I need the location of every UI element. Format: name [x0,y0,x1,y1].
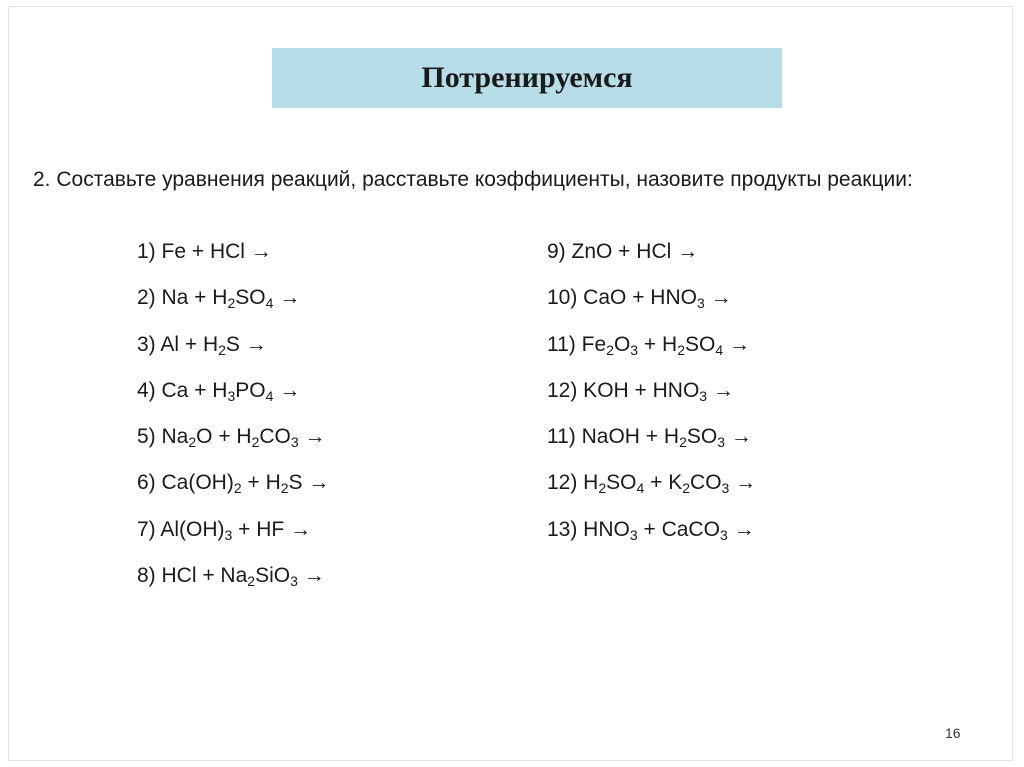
subscript: 3 [630,341,639,358]
formula-text: + HF → [232,517,312,541]
formula-text: 5) Na [137,425,189,449]
formula-text: S → [288,471,330,495]
subscript: 2 [233,480,242,497]
subscript: 2 [677,341,685,358]
subscript: 2 [280,480,289,497]
formula-text: → [273,286,301,310]
equation-left-3 [137,330,329,376]
formula-text: → [297,564,325,588]
subscript: 2 [251,434,260,451]
subscript: 2 [247,573,256,590]
equations-right-column [547,237,756,561]
subscript: 2 [188,434,197,451]
formula-text: CO [259,425,291,449]
formula-text: 11) NaOH + H [547,425,680,449]
subscript: 3 [227,387,236,404]
formula-text: + CaCO [637,517,720,541]
formula-text: PO [235,378,266,402]
formula-text: → [298,425,326,449]
title-banner [272,48,782,108]
subscript: 4 [265,387,274,404]
formula-text: → [707,378,734,402]
formula-text: → [727,517,755,541]
formula-text: + K [644,471,683,495]
equation-right-5 [547,422,756,468]
formula-text: 1) Fe + HCl → [137,240,272,263]
subscript: 4 [715,341,724,358]
subscript: 2 [227,295,236,312]
equation-right-4 [547,376,756,422]
equation-right-3 [547,330,756,376]
subscript: 2 [598,480,607,497]
equation-left-4 [137,376,329,422]
formula-text: S → [225,332,267,356]
subscript: 2 [218,341,226,358]
subscript: 4 [636,480,645,497]
formula-text: SO [606,471,637,495]
formula-text: + H [241,471,281,495]
formula-text: + H [638,332,678,356]
formula-text: 7) Al(OH) [137,517,225,541]
formula-text: SO [686,425,718,449]
subscript: 2 [606,341,614,358]
task-text: 2. Составьте уравнения реакций, расставьте коэффициенты, назовите продукты реакции: [33,168,913,191]
equation-left-2 [137,283,329,329]
formula-text: 12) H [547,471,599,495]
formula-text: 9) ZnO + HCl → [547,240,699,263]
formula-text: O + H [196,425,252,449]
formula-text: SiO [255,564,291,588]
formula-text: 3) Al + H [137,332,219,356]
page-number: 16 [945,725,961,741]
formula-text: → [273,378,301,402]
formula-text: 11) Fe [547,332,607,356]
equation-left-1 [137,237,329,283]
subscript: 4 [265,295,274,312]
subscript: 3 [696,295,705,312]
slide [8,6,1013,761]
formula-text: → [725,425,752,449]
formula-text: 8) HCl + Na [137,564,248,588]
formula-text: SO [235,286,266,310]
subscript: 3 [717,434,726,451]
equation-left-5 [137,422,329,468]
subscript: 3 [629,526,638,543]
subscript: 3 [721,480,730,497]
equation-left-6 [137,468,329,514]
formula-text: 12) KOH + HNO [547,378,700,402]
formula-text: 2) Na + H [137,286,228,310]
formula-text: → [704,286,732,310]
formula-text: 4) Ca + H [137,378,228,402]
subscript: 3 [290,434,299,451]
subscript: 3 [719,526,728,543]
formula-text: CO [690,471,722,495]
formula-text: 10) CaO + HNO [547,286,697,310]
equations-left-column [137,237,329,607]
subscript: 3 [699,387,708,404]
formula-text: → [729,471,757,495]
formula-text: SO [684,332,716,356]
equation-right-6 [547,468,756,514]
formula-text: 6) Ca(OH) [137,471,234,495]
subscript: 3 [290,573,298,590]
subscript: 2 [682,480,691,497]
formula-text: → [723,332,750,356]
equation-left-8 [137,561,329,607]
equation-right-1 [547,237,756,283]
equation-right-7 [547,515,756,561]
equation-left-7 [137,515,329,561]
equation-right-2 [547,283,756,329]
formula-text: 13) HNO [547,517,630,541]
subscript: 3 [224,526,233,543]
subscript: 2 [679,434,687,451]
formula-text: O [613,332,631,356]
slide-title: Потренируемся [421,61,633,94]
